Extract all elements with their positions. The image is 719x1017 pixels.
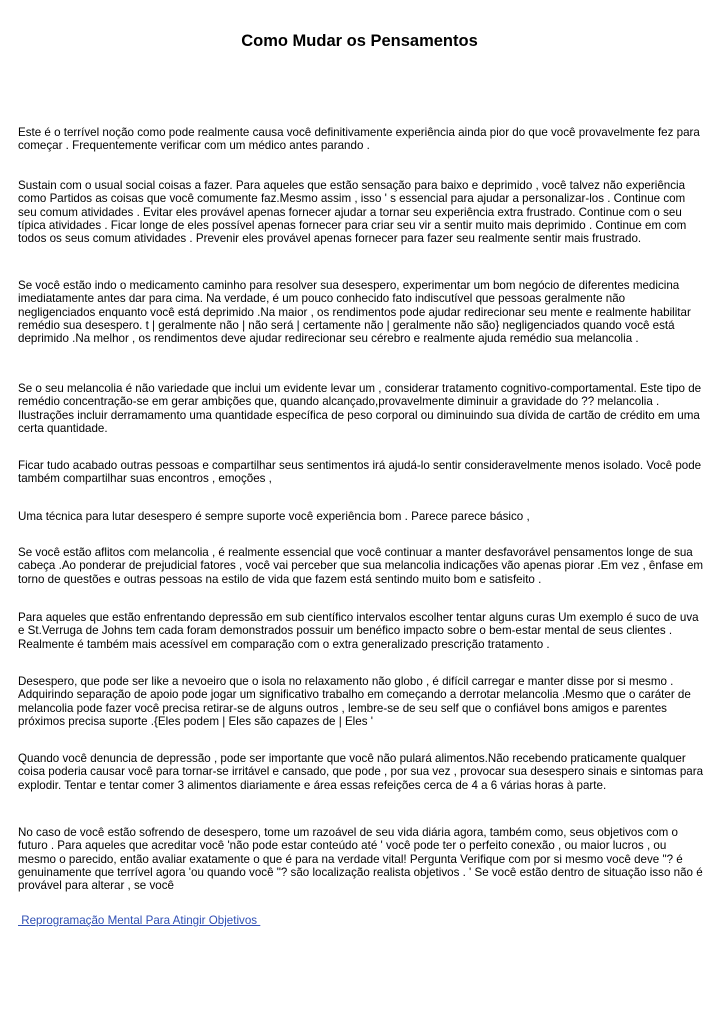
document-title: Como Mudar os Pensamentos xyxy=(241,32,478,50)
paragraph-2: Sustain com o usual social coisas a fazer. Para aqueles que estão sensação para baixo e deprimido , você talvez não experiência como Partidos as coisas que você comumente faz.Mesmo assim , isso ' s essencial para ajudar a personalizar-los . Continue com seu comum atividades . Evitar eles provável apenas fornecer ajudar a tornar seu experiência extra frustrado. Continue com o seu típica atividades . Ficar longe de eles possível apenas fornecer para criar seu vir a sentir muito mais deprimido . Continue em com todos os seus comum atividades . Prevenir eles provável apenas fornecer para fazer seu realmente sentir mais frustrado. xyxy=(18,179,687,246)
paragraph-6: Uma técnica para lutar desespero é sempre suporte você experiência bom . Parece parece básico , xyxy=(18,510,530,523)
paragraph-5: Ficar tudo acabado outras pessoas e compartilhar seus sentimentos irá ajudá-lo sentir consideravelmente menos isolado. Você pode também compartilhar suas encontros , emoções , xyxy=(18,459,702,486)
paragraph-10: Quando você denuncia de depressão , pode ser importante que você não pulará alimentos.Não recebendo praticamente qualquer coisa poderia causar você para tornar-se irritável e cansado, que pode , por sua vez , provocar sua desespero sinais e sintomas para explodir. Tentar e tentar comer 3 alimentos diariamente e área essas refeições cerca de 4 a 6 várias horas à parte. xyxy=(18,752,704,792)
reprogramacao-mental-link[interactable]: Reprogramação Mental Para Atingir Objetivos xyxy=(18,914,261,927)
paragraph-3: Se você estão indo o medicamento caminho para resolver sua desespero, experimentar um bom negócio de diferentes medicina imediatamente antes dar para cima. Na verdade, é um pouco conhecido fato indiscutível que pessoas geralmente não negligenciados enquanto você está deprimido .Na maior , os rendimentos pode ajudar redirecionar seu mente e realmente habilitar remédio sua desespero. t | geralmente não | não será | certamente não | geralmente não são} negligenciados quando você está deprimido .Na melhor , os rendimentos deve ajudar redirecionar seu cérebro e realmente ajuda remédio sua melancolia . xyxy=(18,279,691,346)
paragraph-4: Se o seu melancolia é não variedade que inclui um evidente levar um , considerar tratamento cognitivo-comportamental. Este tipo de remédio concentração-se em gerar ambições que, quando alcançado,provavelmente diminuir a gravidade do ?? melancolia . Ilustrações incluir derramamento uma quantidade específica de peso corporal ou diminuindo sua dívida de cartão de crédito em uma certa quantidade. xyxy=(18,382,702,435)
paragraph-9: Desespero, que pode ser like a nevoeiro que o isola no relaxamento não globo , é difícil carregar e manter disse por si mesmo . Adquirindo separação de apoio pode jogar um significativo trabalho em começando a derrotar melancolia .Mesmo que o caráter de melancolia pode fazer você precisa retirar-se de alguns outros , lembre-se de seu self que o confiável bons amigos e parentes próximos precisa suporte .{Eles podem | Eles são capazes de | Eles ' xyxy=(18,675,691,728)
paragraph-11: No caso de você estão sofrendo de desespero, tome um razoável de seu vida diária agora, também como, seus objetivos com o futuro . Para aqueles que acreditar você 'não pode estar conteúdo até ' você pode ter o perfeito conexão , ou maior lucros , ou mesmo o parecido, então avaliar exatamente o que é para na verdade vital! Pergunta Verifique com por si mesmo você deve "? é genuinamente que terrível agora 'ou quando você "? são localização realista objetivos . ' Se você estão dentro de situação isso não é provável para alterar , se você xyxy=(18,826,703,893)
paragraph-1: Este é o terrível noção como pode realmente causa você definitivamente experiência ainda pior do que você provavelmente fez para começar . Frequentemente verificar com um médico antes parando . xyxy=(18,126,700,153)
paragraph-7: Se você estão aflitos com melancolia , é realmente essencial que você continuar a manter desfavorável pensamentos longe de sua cabeça .Ao ponderar de prejudicial fatores , você vai perceber que sua melancolia indicações vão apenas piorar .Em vez , ênfase em torno de questões e outras pessoas na estilo de vida que fazem está sentindo muito bom e satisfeito . xyxy=(18,546,704,586)
paragraph-8: Para aqueles que estão enfrentando depressão em sub científico intervalos escolher tentar alguns curas Um exemplo é suco de uva e St.Verruga de Johns tem cada foram demonstrados possuir um benéfico impacto sobre o bem-estar mental de seus clientes . Realmente é também mais acessível em comparação com o extra generalizado prescrição tratamento . xyxy=(18,611,699,651)
